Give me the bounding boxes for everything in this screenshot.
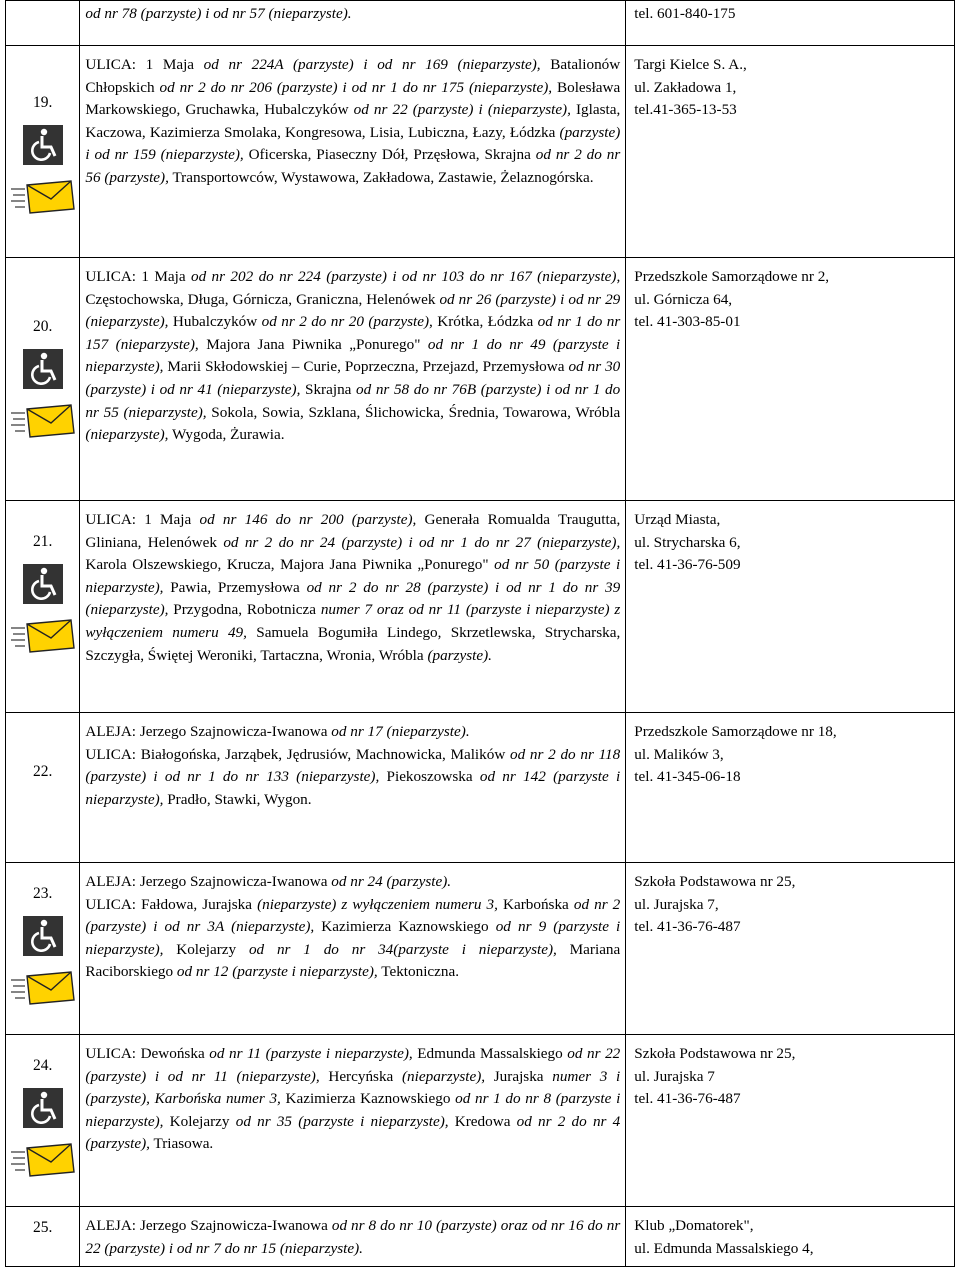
office-line: ul. Górnicza 64,: [634, 290, 733, 308]
office-line: tel. 601-840-175: [634, 5, 736, 22]
table-row: [6, 1207, 955, 1267]
office-line: ul. Zakładowa 1,: [634, 78, 737, 96]
address-text: ALEJA: Jerzego Szajnowicza-Iwanowa od nr 24 (parzyste). ULICA: Fałdowa, Jurajska (nieparzyste) z wyłączeniem numeru 3, Karbońska od nr 2 (parzyste) i od nr 3A (nieparzyste), Kazimierza Kaznowskiego od nr 9 (parzyste i nieparzyste), Kolejarzy od nr 1 do nr 34(parzyste i nieparzyste), Mariana Raciborskiego od nr 12 (parzyste i nieparzyste), Tektoniczna.: [85, 873, 621, 981]
office-cell: [626, 863, 955, 1035]
office-line: ul. Strycharska 6,: [634, 533, 741, 551]
address-text: ULICA: 1 Maja od nr 202 do nr 224 (parzyste) i od nr 103 do nr 167 (nieparzyste), Częstochowska, Długa, Górnicza, Graniczna, Helenówek od nr 26 (parzyste) i od nr 29 (nieparzyste), Hubalczyków od nr 2 do nr 20 (parzyste), Krótka, Łódzka od nr 1 do nr 157 (nieparzyste), Majora Jana Piwnika „Ponurego" od nr 1 do nr 49 (parzyste i nieparzyste), Marii Skłodowskiej – Curie, Poprzeczna, Przejazd, Przemysłowa od nr 30 (parzyste) i od nr 41 (nieparzyste), Skrajna od nr 58 do nr 76B (parzyste) i od nr 1 do nr 55 (nieparzyste), Sokola, Sowia, Szklana, Ślichowicka, Średnia, Towarowa, Wróbla (nieparzyste), Wygoda, Żurawia.: [85, 268, 621, 444]
address-cell: [80, 1035, 626, 1207]
table-row: [6, 501, 955, 713]
table-row: [6, 863, 955, 1035]
row-number: [6, 1, 80, 46]
row-number-text: 21.: [33, 533, 53, 550]
address-cell: [80, 258, 626, 501]
office-line: tel. 41-36-76-487: [634, 1090, 741, 1108]
wheelchair-icon: [23, 564, 63, 604]
office-line: Szkoła Podstawowa nr 25,: [634, 1045, 796, 1062]
address-cell: [80, 46, 626, 258]
office-line: Klub „Domatorek",: [634, 1217, 754, 1234]
icon-group: [6, 554, 79, 654]
office-cell: [626, 258, 955, 501]
address-text: ALEJA: Jerzego Szajnowicza-Iwanowa od nr 17 (nieparzyste). ULICA: Białogońska, Jarząbek, Jędrusiów, Machnowicka, Malików od nr 2 do nr 118 (parzyste) i od nr 1 do nr 133 (nieparzyste), Piekoszowska od nr 142 (parzyste i nieparzyste), Pradło, Stawki, Wygon.: [85, 723, 621, 808]
address-text: ULICA: Dewońska od nr 11 (parzyste i nieparzyste), Edmunda Massalskiego od nr 22 (parzyste) i od nr 11 (nieparzyste), Hercyńska (nieparzyste), Jurajska numer 3 i (parzyste), Karbońska numer 3, Kazimierza Kaznowskiego od nr 1 do nr 8 (parzyste i nieparzyste), Kolejarzy od nr 35 (parzyste i nieparzyste), Kredowa od nr 2 do nr 4 (parzyste), Triasowa.: [85, 1045, 621, 1153]
office-cell: [626, 501, 955, 713]
table-row: [6, 713, 955, 863]
table-row: [6, 1, 955, 46]
icon-group: [6, 906, 79, 1006]
wheelchair-icon: [23, 1088, 63, 1128]
address-cell: [80, 1207, 626, 1267]
envelope-icon: [11, 618, 75, 654]
office-line: Przedszkole Samorządowe nr 18,: [634, 723, 837, 740]
address-text: ULICA: 1 Maja od nr 146 do nr 200 (parzyste), Generała Romualda Traugutta, Gliniana, Helenówek od nr 2 do nr 24 (parzyste) i od nr 1 do nr 27 (nieparzyste), Karola Olszewskiego, Krucza, Majora Jana Piwnika „Ponurego" od nr 50 (parzyste i nieparzyste), Pawia, Przemysłowa od nr 2 do nr 28 (parzyste) i od nr 1 do nr 39 (nieparzyste), Przygodna, Robotnicza numer 7 oraz od nr 11 (parzyste i nieparzyste) z wyłączeniem numeru 49, Samuela Bogumiła Lindego, Skrzetlewska, Strycharska, Szczygła, Świętej Weroniki, Tartaczna, Wronia, Wróbla (parzyste).: [85, 511, 621, 664]
address-cell: [80, 1, 626, 46]
row-number-text: 19.: [33, 94, 53, 111]
office-line: tel. 41-345-06-18: [634, 768, 741, 786]
table-row: [6, 46, 955, 258]
wheelchair-icon: [23, 349, 63, 389]
address-text: ULICA: 1 Maja od nr 224A (parzyste) i od nr 169 (nieparzyste), Batalionów Chłopskich od nr 2 do nr 206 (parzyste) i od nr 1 do nr 175 (nieparzyste), Bolesława Markowskiego, Gruchawka, Hubalczyków od nr 22 (parzyste) i (nieparzyste), Iglasta, Kaczowa, Kazimierza Smolaka, Kongresowa, Lisia, Lubiczna, Łazy, Łódzka (parzyste) i od nr 159 (nieparzyste), Oficerska, Piaseczny Dół, Przęsłowa, Skrajna od nr 2 do nr 56 (parzyste), Transportowców, Wystawowa, Zakładowa, Zastawie, Żelaznogórska.: [85, 56, 621, 186]
office-cell: [626, 1035, 955, 1207]
office-line: ul. Edmunda Massalskiego 4,: [634, 1239, 814, 1257]
envelope-icon: [11, 179, 75, 215]
row-number: [6, 501, 80, 713]
row-number: [6, 46, 80, 258]
wheelchair-icon: [23, 125, 63, 165]
icon-group: [6, 339, 79, 439]
office-line: Przedszkole Samorządowe nr 2,: [634, 268, 830, 285]
envelope-icon: [11, 970, 75, 1006]
office-cell: [626, 46, 955, 258]
office-line: tel. 41-36-76-487: [634, 918, 741, 936]
address-text: ALEJA: Jerzego Szajnowicza-Iwanowa od nr 8 do nr 10 (parzyste) oraz od nr 16 do nr 22 (parzyste) i od nr 7 do nr 15 (nieparzyste).: [85, 1217, 621, 1257]
office-cell: [626, 713, 955, 863]
office-cell: [626, 1207, 955, 1267]
address-cell: [80, 713, 626, 863]
row-number-text: 23.: [33, 885, 53, 902]
office-line: ul. Jurajska 7,: [634, 895, 719, 913]
row-number-text: 25.: [33, 1219, 53, 1236]
office-line: tel.41-365-13-53: [634, 101, 737, 119]
envelope-icon: [11, 1142, 75, 1178]
address-cell: [80, 863, 626, 1035]
office-line: Szkoła Podstawowa nr 25,: [634, 873, 796, 890]
office-line: Urząd Miasta,: [634, 511, 721, 528]
office-line: tel. 41-303-85-01: [634, 313, 741, 331]
address-cell: [80, 501, 626, 713]
envelope-icon: [11, 403, 75, 439]
row-number: [6, 258, 80, 501]
row-number: [6, 1207, 80, 1267]
office-line: tel. 41-36-76-509: [634, 556, 741, 574]
table-row: [6, 1035, 955, 1207]
office-cell: [626, 1, 955, 46]
row-number-text: 20.: [33, 318, 53, 335]
row-number-text: 22.: [33, 763, 53, 780]
row-number: [6, 1035, 80, 1207]
icon-group: [6, 1078, 79, 1178]
row-number: [6, 713, 80, 863]
row-number-text: 24.: [33, 1057, 53, 1074]
district-table: [5, 0, 955, 1267]
wheelchair-icon: [23, 916, 63, 956]
table-row: [6, 258, 955, 501]
row-number: [6, 863, 80, 1035]
address-text: od nr 78 (parzyste) i od nr 57 (nieparzyste).: [85, 5, 352, 22]
office-line: ul. Jurajska 7: [634, 1067, 715, 1085]
icon-group: [6, 115, 79, 215]
office-line: ul. Malików 3,: [634, 745, 724, 763]
office-line: Targi Kielce S. A.,: [634, 56, 747, 73]
